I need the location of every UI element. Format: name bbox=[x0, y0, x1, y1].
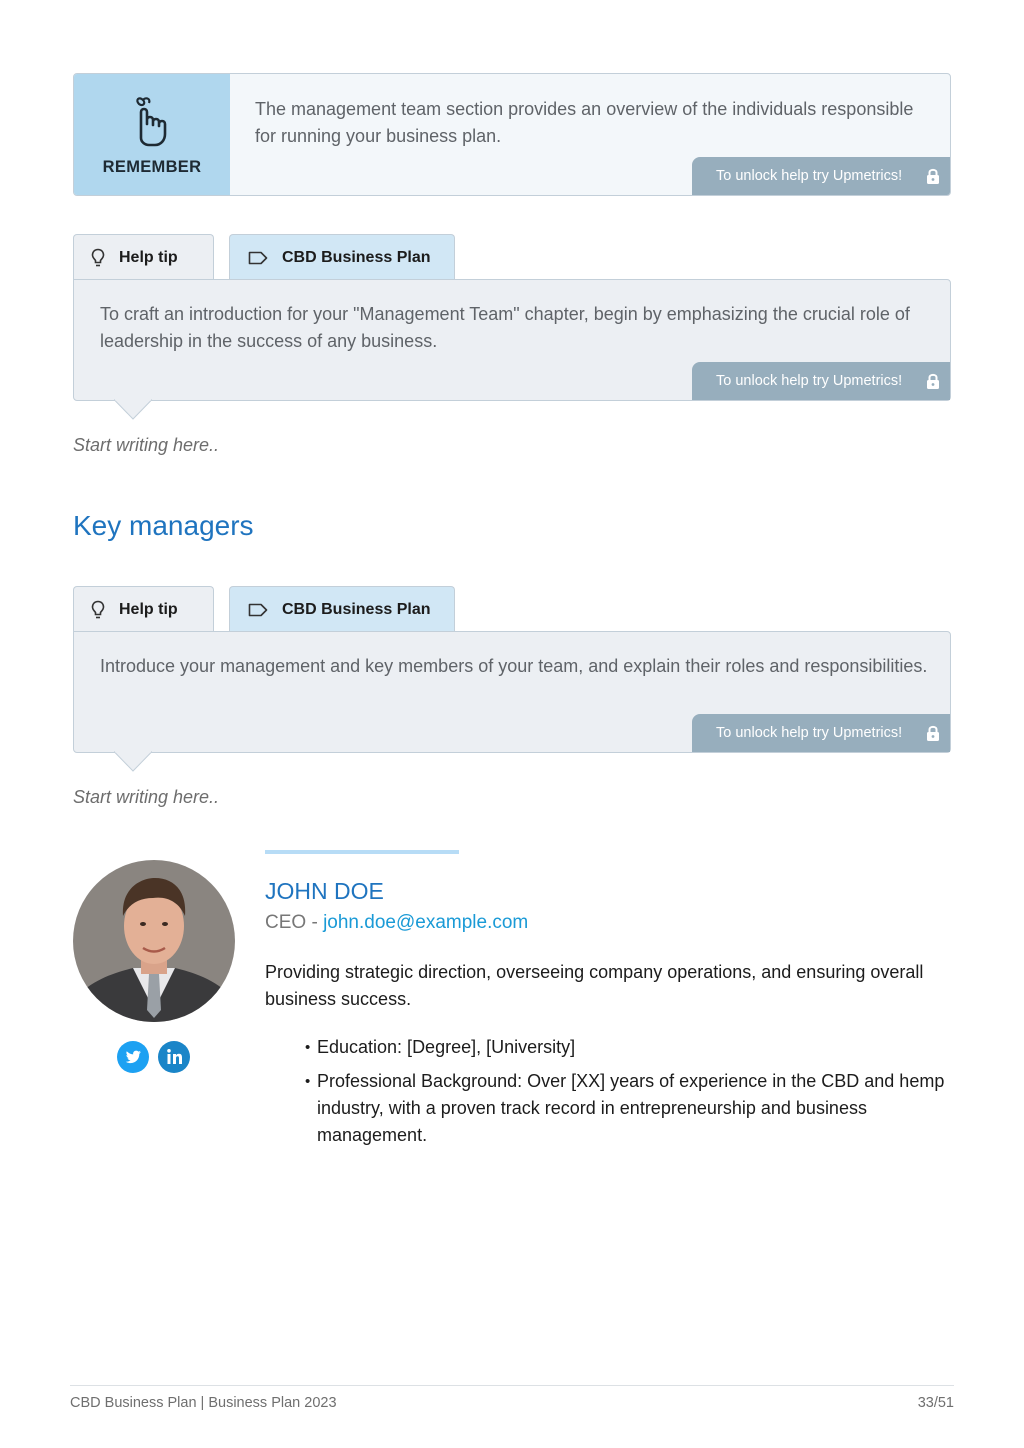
help-tip-text: To craft an introduction for your "Management Team" chapter, begin by emphasizing the crucial role of leadership in the success of any business. bbox=[100, 304, 910, 351]
start-writing-placeholder[interactable]: Start writing here.. bbox=[73, 787, 220, 807]
tab-business-plan[interactable] bbox=[229, 234, 455, 280]
person-role-line bbox=[265, 912, 528, 934]
help-tip-box bbox=[73, 279, 951, 401]
tab-business-plan[interactable] bbox=[229, 586, 455, 632]
avatar bbox=[73, 860, 235, 1022]
tab-help-tip-label: Help tip bbox=[119, 600, 178, 618]
unlock-help-button[interactable] bbox=[692, 157, 950, 195]
remember-label: REMEMBER bbox=[102, 158, 202, 176]
tag-icon bbox=[248, 603, 268, 617]
section-heading: Key managers bbox=[73, 510, 254, 541]
footer-document-title: CBD Business Plan | Business Plan 2023 bbox=[70, 1395, 337, 1411]
tab-help-tip[interactable] bbox=[73, 586, 214, 632]
lightbulb-icon bbox=[91, 248, 105, 268]
unlock-label: To unlock help try Upmetrics! bbox=[716, 168, 903, 184]
tag-icon bbox=[248, 251, 268, 265]
callout-pointer bbox=[114, 751, 152, 773]
list-item: • Education: [Degree], [University] bbox=[305, 1034, 945, 1061]
tab-help-tip-label: Help tip bbox=[119, 248, 178, 266]
callout-pointer bbox=[114, 399, 152, 421]
unlock-help-button[interactable] bbox=[692, 714, 950, 752]
unlock-help-button[interactable] bbox=[692, 362, 950, 400]
remember-box bbox=[73, 73, 951, 196]
lock-icon bbox=[926, 168, 940, 184]
unlock-label: To unlock help try Upmetrics! bbox=[716, 373, 903, 389]
lock-icon bbox=[926, 373, 940, 389]
person-details-list bbox=[305, 1034, 945, 1156]
footer-divider bbox=[70, 1385, 954, 1386]
accent-divider bbox=[265, 850, 459, 854]
lightbulb-icon bbox=[91, 600, 105, 620]
person-email-link[interactable]: john.doe@example.com bbox=[323, 912, 529, 933]
tab-help-tip[interactable] bbox=[73, 234, 214, 280]
lock-icon bbox=[926, 725, 940, 741]
unlock-label: To unlock help try Upmetrics! bbox=[716, 725, 903, 741]
person-name: JOHN DOE bbox=[265, 878, 384, 904]
person-description: Providing strategic direction, overseeing company operations, and ensuring overall business success. bbox=[265, 962, 924, 1009]
finger-reminder-icon bbox=[129, 94, 175, 150]
person-role: CEO bbox=[265, 912, 307, 933]
footer-page-number: 33/51 bbox=[917, 1395, 954, 1411]
help-tip-box bbox=[73, 631, 951, 753]
remember-sidebar bbox=[74, 74, 230, 195]
twitter-icon[interactable] bbox=[117, 1041, 149, 1073]
tab-business-plan-label: CBD Business Plan bbox=[282, 248, 431, 266]
remember-text: The management team section provides an overview of the individuals responsible for running your business plan. bbox=[255, 99, 914, 146]
linkedin-icon[interactable] bbox=[158, 1041, 190, 1073]
tab-business-plan-label: CBD Business Plan bbox=[282, 600, 431, 618]
role-separator: - bbox=[306, 912, 324, 933]
help-tip-text: Introduce your management and key members of your team, and explain their roles and responsibilities. bbox=[100, 656, 928, 676]
start-writing-placeholder[interactable]: Start writing here.. bbox=[73, 435, 220, 455]
list-item: • Professional Background: Over [XX] years of experience in the CBD and hemp industry, with a proven track record in entrepreneurship and business management. bbox=[305, 1068, 945, 1149]
